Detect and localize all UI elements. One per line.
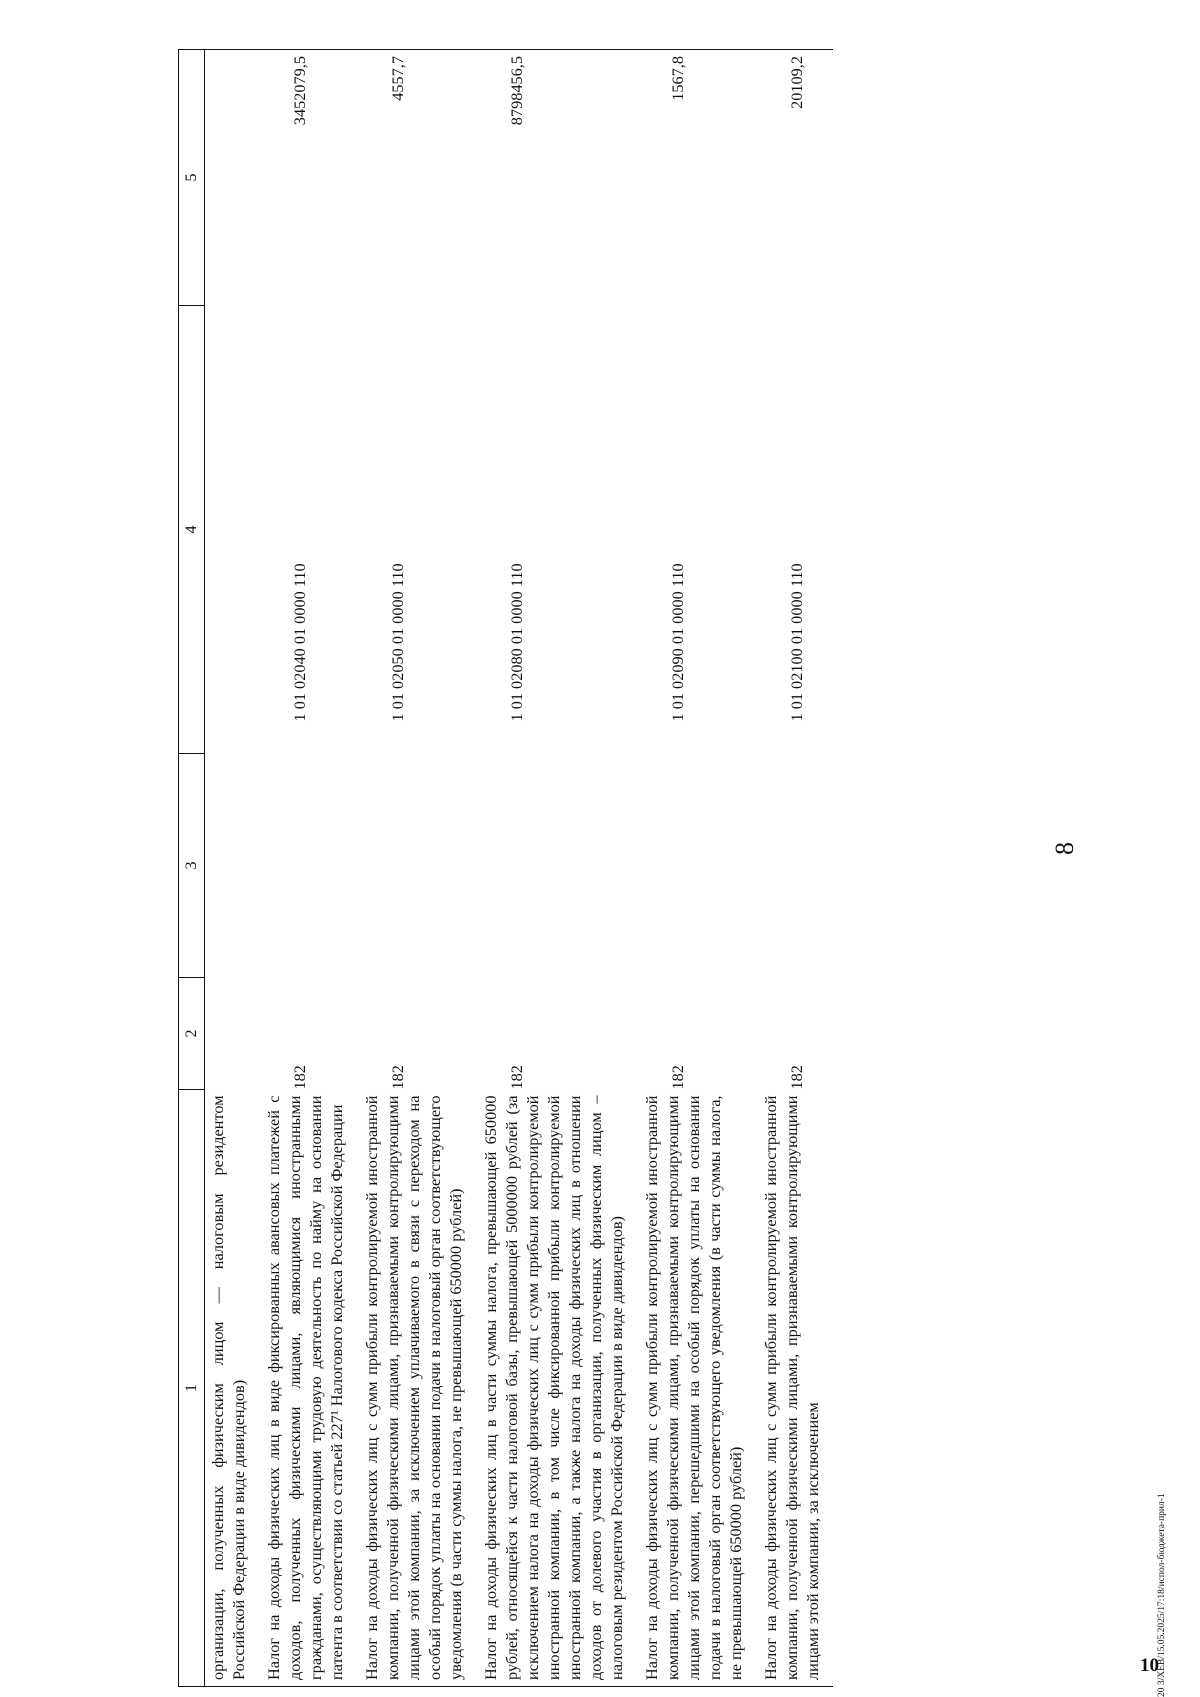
table-row bbox=[637, 50, 756, 1687]
table-row bbox=[357, 50, 476, 1687]
column-header-5: 5 bbox=[179, 50, 205, 306]
column-header-4: 4 bbox=[179, 306, 205, 754]
admin-code: 182 bbox=[507, 1065, 526, 1090]
admin-code: 182 bbox=[388, 1065, 407, 1090]
document-stamp: 20 3/XEB/15.05.2025/17:18/испол-бюджета-прил-1 bbox=[1157, 1493, 1167, 1697]
admin-code: 182 bbox=[787, 1065, 806, 1090]
budget-code: 1 01 02090 01 0000 110 bbox=[668, 563, 687, 722]
amount: 3452079,5 bbox=[290, 56, 309, 126]
corner-page-number: 10 bbox=[1140, 1655, 1159, 1676]
amount: 4557,7 bbox=[388, 56, 407, 101]
budget-code: 1 01 02080 01 0000 110 bbox=[507, 563, 526, 722]
amount: 8798456,5 bbox=[507, 56, 526, 126]
amount: 1567,8 bbox=[668, 56, 687, 101]
revenue-name: Налог на доходы физических лиц в части суммы налога, превышающей 650000 рублей, относящейся к части налоговой базы, превышающей 5000000 рублей (за исключением налога на доходы физических лиц с сумм прибыли контролируемой иностранной компании, в том числе фиксированной прибыли контролируемой иностранной компании, а также налога на доходы физических лиц в отношении доходов от долевого участия в организации, полученных физическим лицом – налоговым резидентом Российской Федерации в виде дивидендов) bbox=[481, 1095, 626, 1680]
column-header-2: 2 bbox=[179, 978, 205, 1090]
revenue-table bbox=[178, 49, 833, 1687]
admin-code: 182 bbox=[290, 1065, 309, 1090]
table-row bbox=[476, 50, 637, 1687]
admin-code: 182 bbox=[668, 1065, 687, 1090]
table-row bbox=[756, 50, 833, 1687]
budget-code: 1 01 02050 01 0000 110 bbox=[388, 563, 407, 722]
revenue-name: Налог на доходы физических лиц с сумм прибыли контролируемой иностранной компании, полученной физическими лицами, признаваемыми контролирующими лицами этой компании, за исключением bbox=[761, 1095, 822, 1680]
amount: 20109,2 bbox=[787, 56, 806, 109]
budget-code: 1 01 02100 01 0000 110 bbox=[787, 563, 806, 722]
table-header-row bbox=[179, 50, 205, 1687]
table-row bbox=[259, 50, 357, 1687]
page-number: 8 bbox=[1050, 842, 1079, 855]
column-header-1: 1 bbox=[179, 1090, 205, 1687]
continuation-text: организации, полученных физическим лицом — налоговым резидентом Российской Федерации в виде дивидендов) bbox=[208, 1095, 248, 1680]
budget-code: 1 01 02040 01 0000 110 bbox=[290, 563, 309, 722]
revenue-name: Налог на доходы физических лиц с сумм прибыли контролируемой иностранной компании, полученной физическими лицами, признаваемыми контролирующими лицами этой компании, за исключением уплачиваемого в связи с переходом на особый порядок уплаты на основании подачи в налоговый орган соответствующего уведомления (в части суммы налога, не превышающей 650000 рублей) bbox=[362, 1095, 465, 1680]
revenue-name: Налог на доходы физических лиц с сумм прибыли контролируемой иностранной компании, полученной физическими лицами, признаваемыми контролирующими лицами этой компании, перешедшими на особый порядок уплаты на основании подачи в налоговый орган соответствующего уведомления (в части суммы налога, не превышающей 650000 рублей) bbox=[642, 1095, 745, 1680]
table-row-continuation bbox=[205, 50, 260, 1687]
revenue-name: Налог на доходы физических лиц в виде фиксированных авансовых платежей с доходов, полученных физическими лицами, являющимися иностранными гражданами, осуществляющими трудовую деятельность по найму на основании патента в соответствии со статьей 227¹ Налогового кодекса Российской Федерации bbox=[264, 1095, 346, 1680]
column-header-3: 3 bbox=[179, 754, 205, 978]
